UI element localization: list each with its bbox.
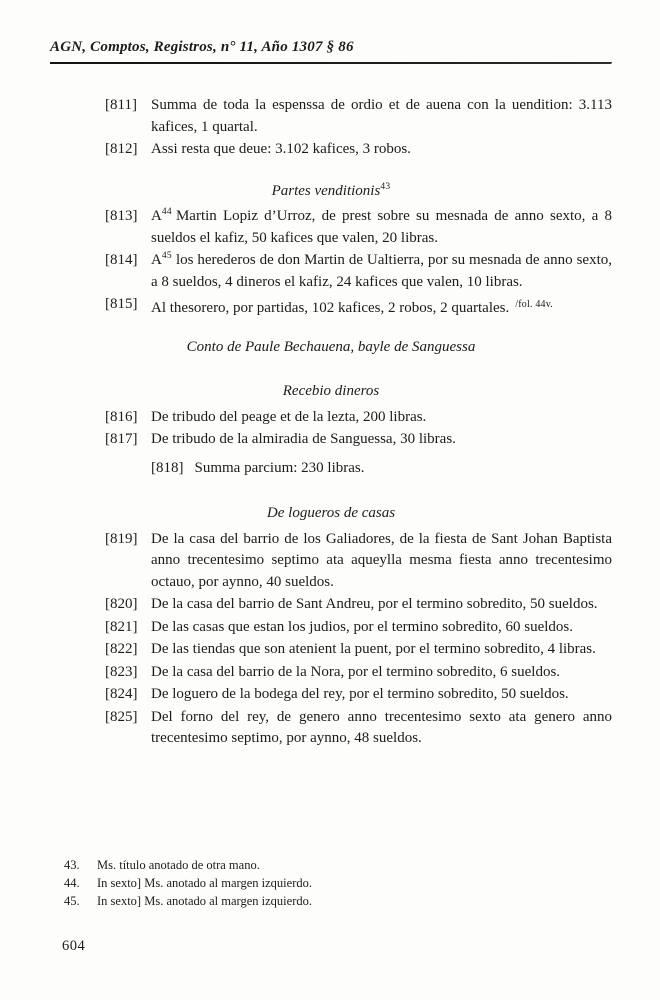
- entry-number: [822]: [105, 641, 138, 657]
- entry-819: [105, 529, 612, 594]
- entry-821: [105, 617, 612, 639]
- entry-text: los herederos de don Martin de Ualtierra, por su mesnada de anno sexto, a 8 sueldos, 4 dineros el kafiz, 24 kafices que valen, 10 libras.: [151, 252, 612, 290]
- entry-text: De la casa del barrio de los Galiadores, de la fiesta de Sant Johan Baptista anno trecentesimo septimo ata aqueylla mesma fiesta anno trecentesimo octauo, por aynno, 40 sueldos.: [151, 530, 612, 590]
- entry-number: [817]: [105, 431, 138, 447]
- footnote-text: Ms. título anotado de otra mano.: [97, 858, 260, 872]
- entry-text: Summa parcium: 230 libras.: [194, 459, 365, 476]
- running-head-citation: AGN, Comptos, Registros, n° 11, Año 1307 § 86: [50, 39, 354, 55]
- footnote-text: In sexto] Ms. anotado al margen izquierdo.: [97, 876, 312, 890]
- entry-823: [105, 662, 612, 684]
- entry-number: [824]: [105, 686, 138, 702]
- entry-number: [812]: [105, 141, 138, 157]
- entry-number: [815]: [105, 296, 138, 312]
- entry-text: De la casa del barrio de la Nora, por el termino sobredito, 6 sueldos.: [151, 663, 561, 680]
- entry-text: Assi resta que deue: 3.102 kafices, 3 robos.: [151, 141, 411, 157]
- entry-text: Summa de toda la espenssa de ordio et de auena con la uendition: 3.113 kafices, 1 quartal.: [151, 97, 612, 135]
- entry-number: [825]: [105, 708, 138, 725]
- text-body: [50, 95, 612, 750]
- footnote-text: In sexto] Ms. anotado al margen izquierdo.: [97, 894, 312, 908]
- page-header: [50, 39, 612, 64]
- entry-text-lead: A: [151, 208, 162, 224]
- entry-815: [105, 294, 612, 320]
- section-heading-logueros-de-casas: De logueros de casas: [266, 505, 396, 521]
- section-heading-partes-venditionis: [50, 181, 612, 203]
- entry-number: [814]: [105, 252, 138, 268]
- section-heading-recebio-dineros: Recebio dineros: [282, 383, 380, 399]
- entry-817: [105, 429, 612, 451]
- entry-text: De la casa del barrio de Sant Andreu, por el termino sobredito, 50 sueldos.: [151, 596, 598, 612]
- entry-811: [105, 95, 612, 138]
- page-number: 604: [62, 938, 86, 954]
- entry-text: De tribudo del peage et de la lezta, 200 libras.: [151, 408, 427, 425]
- footnote-44: [64, 874, 312, 892]
- folio-mark-44v: /fol. 44v.: [515, 299, 553, 310]
- footnote-number: 45.: [64, 894, 80, 908]
- entry-number: [820]: [105, 596, 138, 612]
- footnote-45: [64, 892, 312, 910]
- footnote-number: 44.: [64, 876, 80, 890]
- entry-number: [818]: [151, 459, 184, 476]
- entry-number: [811]: [105, 97, 137, 113]
- entry-824: [105, 684, 612, 706]
- entry-text: De tribudo de la almiradia de Sanguessa, 30 libras.: [151, 431, 456, 447]
- entry-820: [105, 594, 612, 616]
- entry-812: [105, 139, 612, 161]
- entry-text: De loguero de la bodega del rey, por el termino sobredito, 50 sueldos.: [151, 686, 569, 702]
- entry-814: [105, 250, 612, 293]
- footnotes-block: [64, 856, 312, 910]
- footnote-43: [64, 856, 312, 874]
- entry-text: De las casas que estan los judios, por el termino sobredito, 60 sueldos.: [151, 618, 574, 635]
- entry-text: Martin Lopiz d’Urroz, de prest sobre su mesnada de anno sexto, a 8 sueldos el kafiz, 50 kafices que valen, 20 libras.: [151, 208, 612, 246]
- footnote-ref-43: 43: [380, 181, 391, 192]
- entry-816: [105, 407, 612, 429]
- entry-822: [105, 639, 612, 661]
- entry-number: [819]: [105, 530, 138, 547]
- heading-text: Partes venditionis: [271, 182, 381, 199]
- entry-number: [821]: [105, 618, 138, 635]
- footnote-number: 43.: [64, 858, 80, 872]
- entry-text: Del forno del rey, de genero anno trecentesimo sexto ata genero anno trecentesimo septimo, por aynno, 48 sueldos.: [151, 708, 612, 746]
- footnote-ref-44: 44: [161, 207, 172, 217]
- entry-813: [105, 206, 612, 249]
- entry-text: Al thesorero, por partidas, 102 kafices, 2 robos, 2 quartales.: [151, 300, 510, 316]
- header-rule: [50, 62, 612, 64]
- footnote-ref-45: 45: [161, 251, 172, 261]
- entry-text-lead: A: [151, 252, 162, 268]
- entry-number: [813]: [105, 208, 138, 224]
- entry-818-summa: [151, 458, 612, 480]
- entry-825: [105, 707, 612, 750]
- entry-number: [816]: [105, 408, 138, 425]
- entry-text: De las tiendas que son atenient la puent, por el termino sobredito, 4 libras.: [151, 641, 596, 657]
- section-heading-conto: Conto de Paule Bechauena, bayle de Sanguessa: [186, 338, 476, 355]
- entry-number: [823]: [105, 663, 138, 680]
